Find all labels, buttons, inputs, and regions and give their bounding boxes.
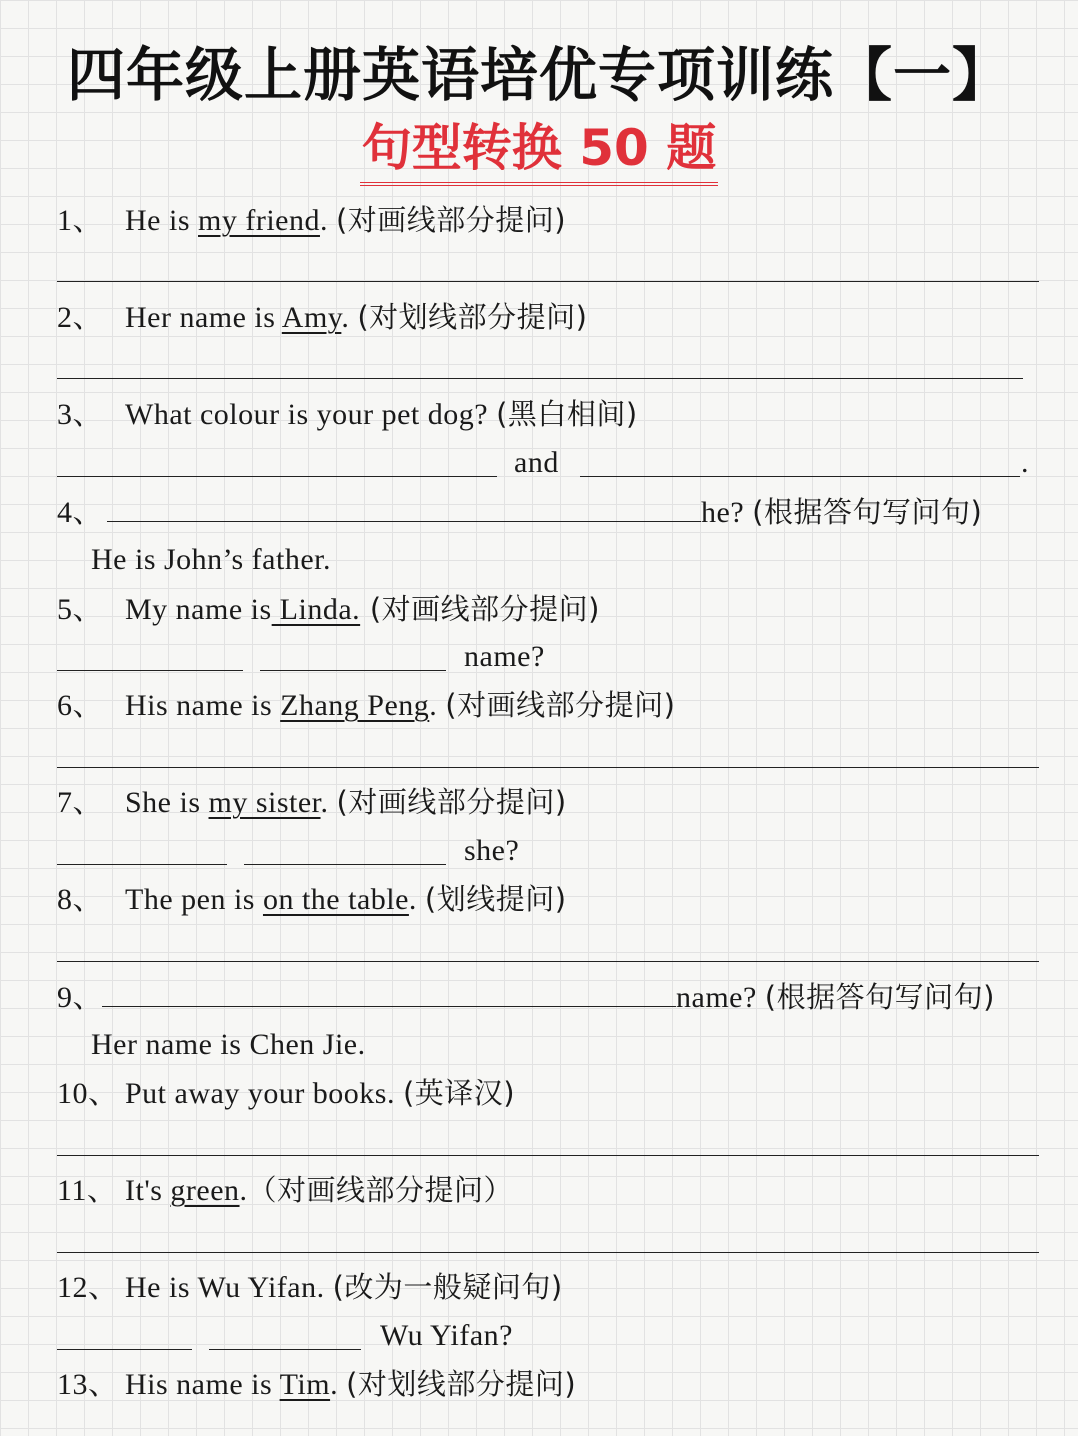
- question-hint: (对划线部分提问): [346, 1367, 577, 1401]
- question-text: The pen is: [125, 883, 263, 916]
- question-text-end: .: [408, 883, 425, 916]
- question-number: 9、: [57, 981, 103, 1014]
- period: .: [1021, 446, 1029, 479]
- underlined-text: Tim: [279, 1368, 331, 1401]
- question-number: 4、: [57, 496, 103, 529]
- question-5: [57, 589, 600, 630]
- question-7: [57, 782, 567, 823]
- question-text: What colour is your pet dog?: [125, 398, 497, 431]
- underlined-text: Zhang Peng: [280, 689, 430, 722]
- question-text-end: .: [319, 204, 336, 237]
- question-number: 8、: [57, 883, 103, 916]
- question-13: [57, 1364, 576, 1405]
- question-number: 11、: [57, 1174, 118, 1207]
- answer-sentence: Her name is Chen Jie.: [91, 1028, 366, 1061]
- question-text-end: .: [429, 689, 446, 722]
- question-text-end: .: [239, 1174, 248, 1207]
- question-1: [57, 200, 566, 241]
- question-number: 2、: [57, 301, 103, 334]
- question-text: She is: [125, 786, 209, 819]
- answer-sentence: He is John’s father.: [91, 543, 331, 576]
- answer-blank-1[interactable]: [57, 1349, 192, 1350]
- question-4: [57, 491, 982, 533]
- question-text: His name is: [125, 689, 281, 722]
- question-11: [57, 1170, 513, 1211]
- question-tail: Wu Yifan?: [380, 1319, 513, 1352]
- underlined-text: Linda.: [271, 593, 361, 626]
- and-word: and: [514, 446, 559, 479]
- question-number: 12、: [57, 1271, 119, 1304]
- question-hint: (英译汉): [402, 1076, 516, 1110]
- question-12: [57, 1267, 563, 1308]
- question-hint: (对画线部分提问): [445, 688, 676, 722]
- question-number: 10、: [57, 1077, 119, 1110]
- question-6: [57, 685, 675, 726]
- question-tail: she?: [464, 834, 520, 867]
- question-text: He is Wu Yifan.: [125, 1271, 333, 1304]
- question-text: He is: [125, 204, 198, 237]
- question-hint: (改为一般疑问句): [332, 1270, 563, 1304]
- underlined-text: on the table: [262, 883, 409, 916]
- question-text: His name is: [125, 1368, 280, 1401]
- question-tail: he?: [701, 496, 753, 529]
- answer-blank[interactable]: [57, 378, 1023, 379]
- question-9: [57, 976, 995, 1018]
- underlined-text: my sister: [208, 786, 321, 819]
- answer-blank[interactable]: [57, 961, 1039, 962]
- question-number: 5、: [57, 593, 103, 626]
- answer-blank-1[interactable]: [57, 670, 243, 671]
- question-8: [57, 879, 567, 920]
- underlined-text: green: [170, 1174, 240, 1207]
- answer-blank[interactable]: [57, 1252, 1039, 1253]
- answer-blank[interactable]: [57, 281, 1039, 282]
- question-text: Put away your books.: [125, 1077, 403, 1110]
- answer-blank-2[interactable]: [580, 476, 1020, 477]
- question-number: 1、: [57, 204, 103, 237]
- question-text-end: .: [320, 786, 337, 819]
- underlined-text: Amy: [281, 301, 342, 334]
- question-number: 7、: [57, 786, 103, 819]
- page-subtitle: 句型转换 50 题: [360, 118, 718, 186]
- question-number: 6、: [57, 689, 103, 722]
- question-number: 13、: [57, 1368, 119, 1401]
- answer-blank-2[interactable]: [260, 670, 446, 671]
- question-hint: (黑白相间): [496, 397, 638, 431]
- question-hint: （对画线部分提问）: [247, 1173, 514, 1207]
- question-2: [57, 297, 588, 338]
- answer-blank-2[interactable]: [244, 864, 446, 865]
- question-hint: (对划线部分提问): [357, 300, 588, 334]
- question-hint: (根据答句写问句): [764, 980, 995, 1014]
- question-10: [57, 1073, 515, 1114]
- page-title: 四年级上册英语培优专项训练【一】: [66, 41, 1011, 109]
- question-tail: name?: [676, 981, 765, 1014]
- question-3: [57, 394, 638, 435]
- question-text-end: .: [341, 301, 358, 334]
- subtitle-wrap: [0, 118, 1078, 186]
- question-hint: (划线提问): [424, 882, 567, 916]
- answer-blank-1[interactable]: [57, 864, 227, 865]
- underlined-text: my friend: [198, 204, 320, 237]
- answer-blank[interactable]: [102, 976, 676, 1007]
- question-tail: name?: [464, 640, 545, 673]
- question-hint: (对画线部分提问): [335, 203, 567, 237]
- question-text: It's: [125, 1174, 171, 1207]
- answer-blank[interactable]: [107, 491, 701, 522]
- question-text: Her name is: [125, 301, 282, 334]
- question-hint: (对画线部分提问): [360, 592, 600, 626]
- question-hint: (根据答句写问句): [752, 495, 983, 529]
- question-text-end: .: [330, 1368, 347, 1401]
- answer-blank[interactable]: [57, 767, 1039, 768]
- answer-blank-1[interactable]: [57, 476, 497, 477]
- question-text: My name is: [125, 593, 272, 626]
- question-number: 3、: [57, 398, 103, 431]
- question-hint: (对画线部分提问): [336, 785, 567, 819]
- answer-blank-2[interactable]: [209, 1349, 361, 1350]
- answer-blank[interactable]: [57, 1155, 1039, 1156]
